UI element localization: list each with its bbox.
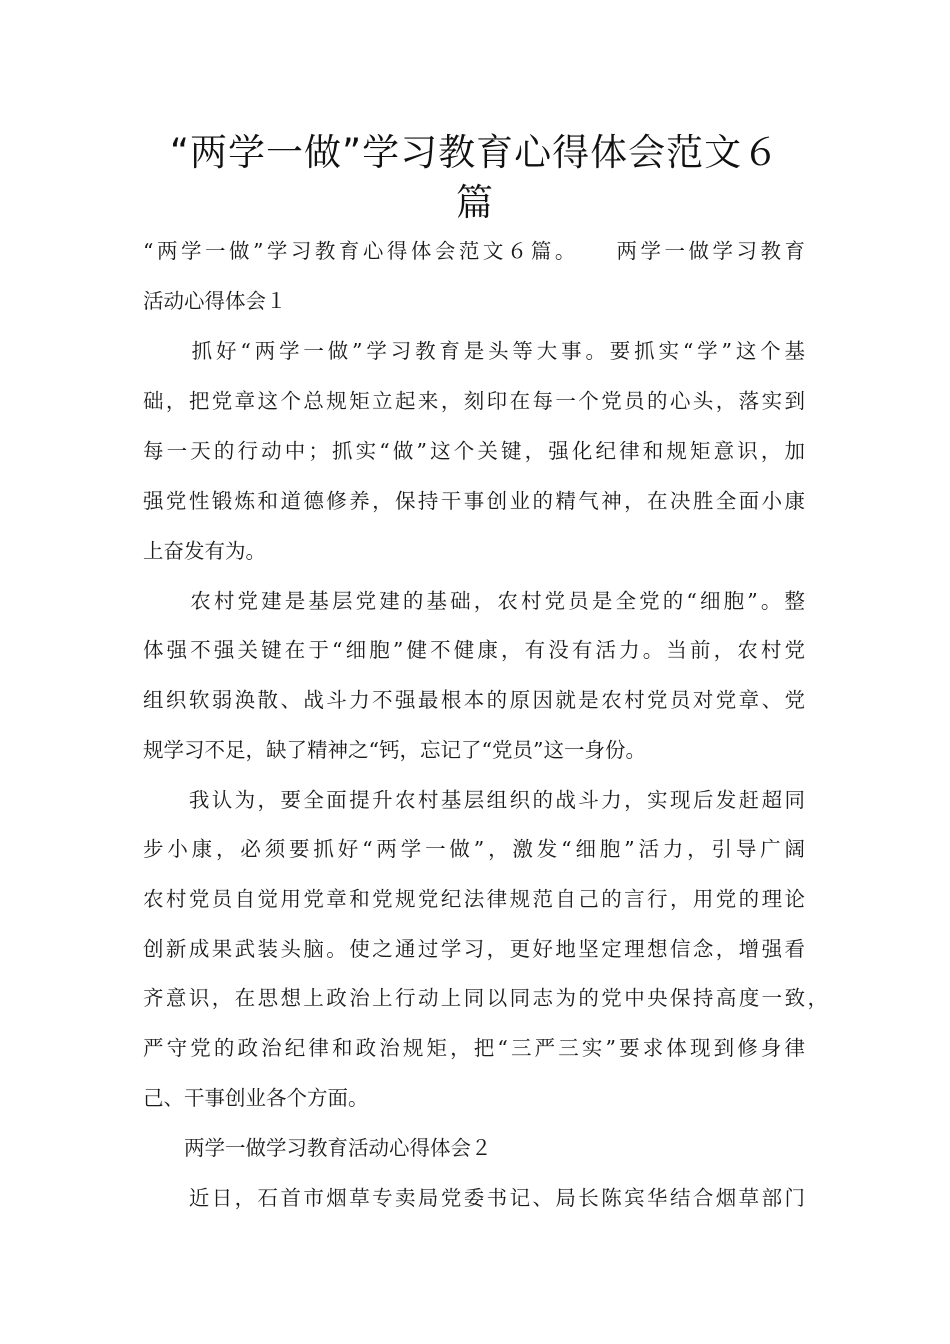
text-line: 严守党的政治纪律和政治规矩，把“三严三实”要求体现到修身律 [143, 1036, 805, 1060]
text-line: 创新成果武装头脑。使之通过学习，更好地坚定理想信念，增强看 [143, 937, 805, 961]
document-title: “两学一做”学习教育心得体会范文６ [169, 131, 781, 174]
text-line: 体强不强关键在于“细胞”健不健康，有没有活力。当前，农村党 [143, 638, 805, 662]
text-line: 规学习不足，缺了精神之“钙，忘记了“党员”这一身份。 [143, 738, 646, 762]
text-line: 己、干事创业各个方面。 [143, 1086, 369, 1110]
text-line: 础，把党章这个总规矩立起来，刻印在每一个党员的心头，落实到 [143, 389, 805, 413]
text-line: 强党性锻炼和道德修养，保持干事创业的精气神，在决胜全面小康 [143, 489, 805, 513]
text-line: 活动心得体会１ [143, 289, 287, 313]
text-line: 每一天的行动中；抓实“做”这个关键，强化纪律和规矩意识，加 [143, 439, 805, 463]
text-line: 步小康，必须要抓好“两学一做”，激发“细胞”活力，引导广阔 [143, 837, 805, 861]
text-line: 抓好“两学一做”学习教育是头等大事。要抓实“学”这个基 [143, 339, 805, 363]
text-line: 我认为，要全面提升农村基层组织的战斗力，实现后发赶超同 [143, 788, 805, 812]
text-line: “两学一做”学习教育心得体会范文６篇。 两学一做学习教育 [143, 239, 805, 263]
section-heading: 两学一做学习教育活动心得体会２ [143, 1136, 492, 1160]
text-line: 农村党建是基层党建的基础，农村党员是全党的“细胞”。整 [143, 589, 805, 613]
text-line: 上奋发有为。 [143, 539, 266, 563]
text-line: 齐意识，在思想上政治上行动上同以同志为的党中央保持高度一致， [143, 986, 828, 1010]
text-line: 组织软弱涣散、战斗力不强最根本的原因就是农村党员对党章、党 [143, 688, 805, 712]
text-line: 农村党员自觉用党章和党规党纪法律规范自己的言行，用党的理论 [143, 887, 805, 911]
document-title-continued: 篇 [456, 181, 494, 224]
text-line: 近日，石首市烟草专卖局党委书记、局长陈宾华结合烟草部门 [143, 1186, 805, 1210]
